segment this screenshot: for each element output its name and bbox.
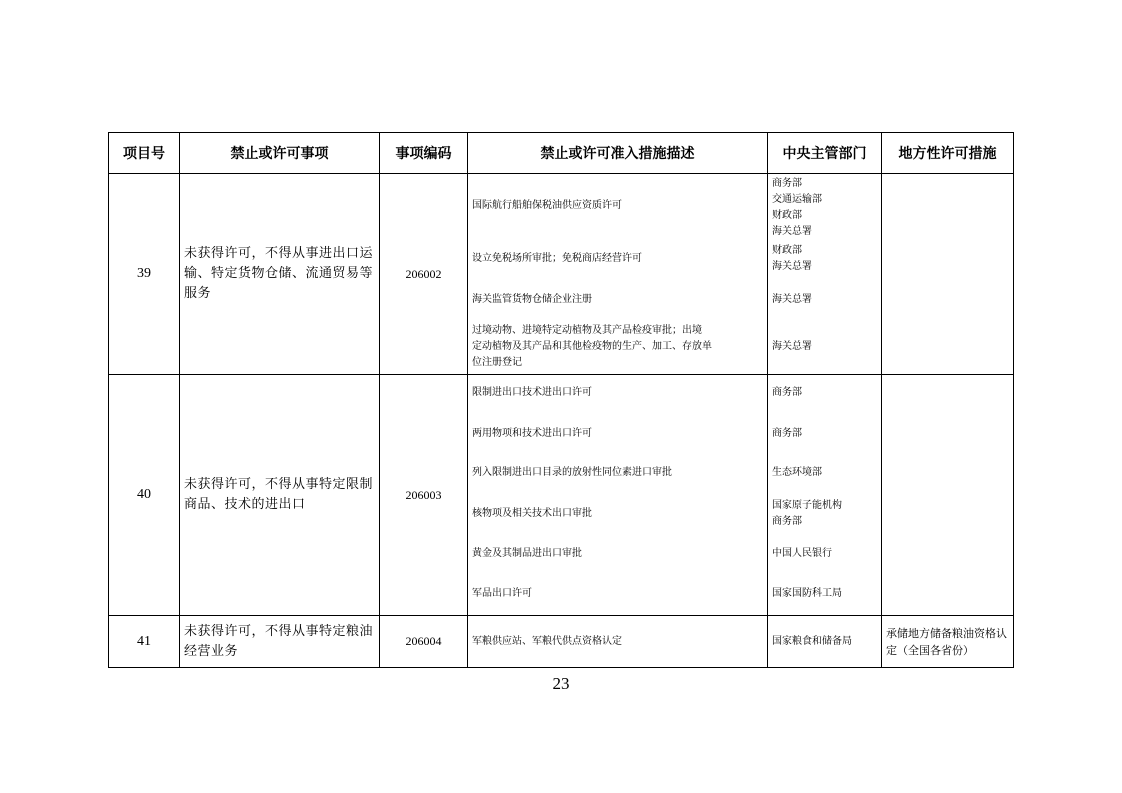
row-departments <box>768 616 882 668</box>
row-descriptions <box>468 375 768 616</box>
table-header-row <box>109 133 1014 174</box>
measure-department: 商务部 交通运输部 财政部 海关总署 <box>772 178 822 237</box>
measure-department: 生态环境部 <box>772 467 822 478</box>
measure-description: 黄金及其制品进出口审批 <box>472 548 582 559</box>
row-number: 41 <box>109 616 180 668</box>
header-central-dept: 中央主管部门 <box>768 133 882 174</box>
measure-department: 国家粮食和储备局 <box>772 635 852 647</box>
row-local-measure: 承储地方储备粮油资格认定（全国各省份） <box>882 616 1014 668</box>
header-description: 禁止或许可准入措施描述 <box>468 133 768 174</box>
measure-department: 财政部 海关总署 <box>772 245 812 272</box>
row-item: 未获得许可，不得从事进出口运输、特定货物仓储、流通贸易等服务 <box>180 174 380 375</box>
measure-description: 列入限制进出口目录的放射性同位素进口审批 <box>472 467 672 478</box>
row-number: 39 <box>109 174 180 375</box>
measure-department: 海关总署 <box>772 341 812 352</box>
row-departments <box>768 375 882 616</box>
row-code: 206004 <box>380 616 468 668</box>
measure-description: 过境动物、进境特定动植物及其产品检疫审批；出境 定动植物及其产品和其他检疫物的生产、加工、存放单 位注册登记 <box>472 325 712 368</box>
header-item-no: 项目号 <box>109 133 180 174</box>
row-item: 未获得许可，不得从事特定粮油经营业务 <box>180 616 380 668</box>
measure-department: 国家国防科工局 <box>772 588 842 599</box>
header-item: 禁止或许可事项 <box>180 133 380 174</box>
header-local-measure: 地方性许可措施 <box>882 133 1014 174</box>
row-local-measure <box>882 375 1014 616</box>
measure-description: 海关监管货物仓储企业注册 <box>472 294 592 305</box>
row-departments <box>768 174 882 375</box>
measure-description: 军品出口许可 <box>472 588 532 599</box>
measure-department: 商务部 <box>772 428 802 439</box>
measure-description: 两用物项和技术进出口许可 <box>472 428 592 439</box>
measure-department: 商务部 <box>772 387 802 398</box>
page-number: 23 <box>552 674 570 693</box>
row-descriptions <box>468 174 768 375</box>
measure-description: 军粮供应站、军粮代供点资格认定 <box>472 635 622 647</box>
measure-description: 限制进出口技术进出口许可 <box>472 387 592 398</box>
table-row <box>109 375 1014 616</box>
measure-description: 国际航行船舶保税油供应资质许可 <box>472 200 622 211</box>
row-code: 206002 <box>380 174 468 375</box>
row-item: 未获得许可，不得从事特定限制商品、技术的进出口 <box>180 375 380 616</box>
measure-department: 国家原子能机构 商务部 <box>772 500 842 527</box>
measure-department: 中国人民银行 <box>772 548 832 559</box>
measure-description: 核物项及相关技术出口审批 <box>472 508 592 519</box>
header-code: 事项编码 <box>380 133 468 174</box>
row-number: 40 <box>109 375 180 616</box>
row-local-measure <box>882 174 1014 375</box>
measure-description: 设立免税场所审批；免税商店经营许可 <box>472 253 642 264</box>
row-descriptions <box>468 616 768 668</box>
measure-department: 海关总署 <box>772 294 812 305</box>
permission-table <box>108 132 1014 668</box>
row-code: 206003 <box>380 375 468 616</box>
table-row <box>109 174 1014 375</box>
table-row <box>109 616 1014 668</box>
